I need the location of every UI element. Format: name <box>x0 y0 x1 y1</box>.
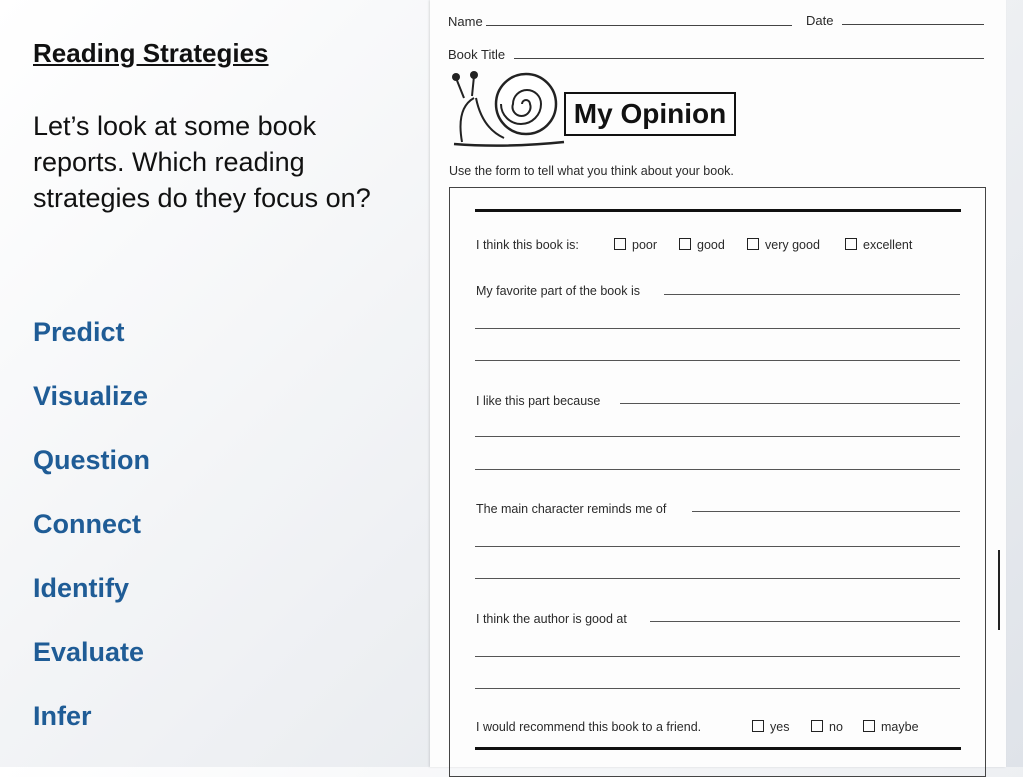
strategy-item: Evaluate <box>33 637 145 667</box>
checkbox-icon <box>863 720 875 732</box>
edge-mark <box>998 550 1000 630</box>
answer-line <box>664 294 960 295</box>
answer-line <box>620 403 960 404</box>
snail-icon <box>446 68 570 152</box>
checkbox-icon <box>747 238 759 250</box>
recommend-option-maybe: maybe <box>863 720 919 734</box>
slide-intro: Let’s look at some book reports. Which reading strategies do they focus on? <box>33 111 371 213</box>
strategy-item: Connect <box>33 509 141 539</box>
favorite-prompt: My favorite part of the book is <box>476 284 640 298</box>
rating-option-very-good: very good <box>747 238 820 252</box>
opinion-form <box>449 187 986 777</box>
answer-line <box>475 656 960 657</box>
checkbox-icon <box>811 720 823 732</box>
name-line <box>486 25 792 26</box>
book-title-line <box>514 58 984 59</box>
recommend-option-yes: yes <box>752 720 789 734</box>
rating-option-excellent: excellent <box>845 238 912 252</box>
date-label: Date <box>806 13 834 28</box>
answer-line <box>475 688 960 689</box>
answer-line <box>475 328 960 329</box>
date-line <box>842 24 984 25</box>
strategy-item: Predict <box>33 317 125 347</box>
strategy-item: Infer <box>33 701 92 731</box>
author-prompt: I think the author is good at <box>476 612 627 626</box>
checkbox-icon <box>752 720 764 732</box>
because-prompt: I like this part because <box>476 394 601 408</box>
worksheet-image <box>430 0 1006 767</box>
top-rule <box>475 209 961 212</box>
rating-prompt: I think this book is: <box>476 238 579 252</box>
answer-line <box>475 469 960 470</box>
recommend-option-no: no <box>811 720 843 734</box>
recommend-prompt: I would recommend this book to a friend. <box>476 720 702 734</box>
rating-option-poor: poor <box>614 238 657 252</box>
answer-line <box>475 546 960 547</box>
slide-title: Reading Strategies <box>33 38 269 68</box>
strategy-item: Identify <box>33 573 130 603</box>
answer-line <box>475 360 960 361</box>
worksheet-instructions: Use the form to tell what you think about your book. <box>449 164 734 178</box>
answer-line <box>650 621 960 622</box>
worksheet-logo: My Opinion <box>564 92 736 136</box>
strategy-item: Visualize <box>33 381 149 411</box>
rating-option-good: good <box>679 238 725 252</box>
character-prompt: The main character reminds me of <box>476 502 667 516</box>
checkbox-icon <box>614 238 626 250</box>
answer-line <box>475 436 960 437</box>
strategy-item: Question <box>33 445 151 475</box>
answer-line <box>475 578 960 579</box>
checkbox-icon <box>845 238 857 250</box>
book-title-label: Book Title <box>448 47 506 62</box>
checkbox-icon <box>679 238 691 250</box>
name-label: Name <box>448 14 483 29</box>
strategy-list <box>33 300 150 748</box>
bottom-rule <box>475 747 961 750</box>
answer-line <box>692 511 960 512</box>
